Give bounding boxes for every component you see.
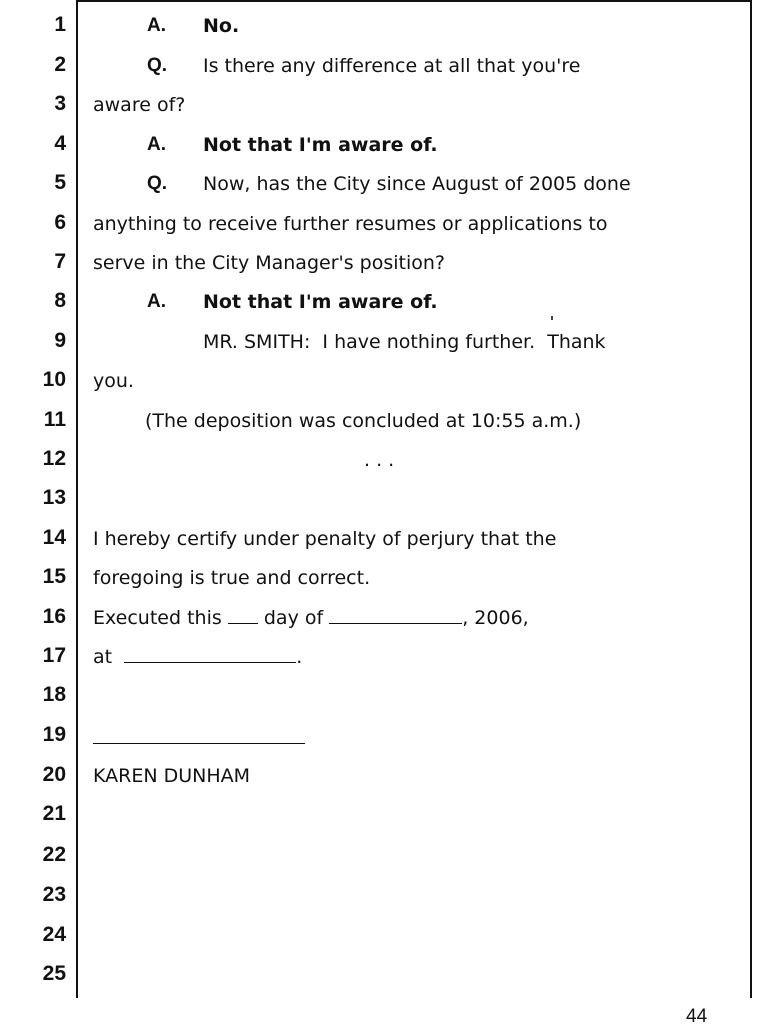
- answer-text: Not that I'm aware of.: [203, 291, 438, 313]
- line-number: 10: [42, 368, 66, 391]
- question-text-continued: serve in the City Manager's position?: [93, 252, 446, 274]
- line-number: 12: [42, 447, 66, 470]
- line-number: 6: [54, 211, 66, 234]
- question-text: Is there any difference at all that you're: [203, 55, 581, 77]
- line-number: 18: [42, 683, 66, 706]
- answer-text: No.: [203, 15, 240, 37]
- question-text-continued: aware of?: [93, 94, 186, 116]
- location-blank[interactable]: [124, 645, 296, 663]
- location-line: [93, 645, 302, 669]
- line-number: 19: [42, 723, 66, 746]
- executed-line: [93, 606, 529, 630]
- line-number: 16: [42, 605, 66, 628]
- line-number: 17: [42, 644, 66, 667]
- answer-label: A.: [147, 15, 166, 36]
- line-number: 23: [42, 883, 66, 906]
- line-number: 20: [42, 763, 66, 786]
- colloquy-text: MR. SMITH: I have nothing further. Thank: [203, 331, 606, 353]
- question-text-continued: anything to receive further resumes or applications to: [93, 213, 608, 235]
- line-number: 3: [54, 92, 66, 115]
- question-label: Q.: [147, 173, 168, 194]
- line-number: 2: [54, 53, 66, 76]
- line-number: 1: [54, 13, 66, 36]
- certification-text-continued: foregoing is true and correct.: [93, 567, 371, 589]
- month-blank[interactable]: [329, 606, 462, 624]
- location-period: .: [296, 646, 303, 668]
- line-number: 11: [43, 408, 66, 431]
- answer-label: A.: [147, 291, 166, 312]
- colloquy-text-continued: you.: [93, 370, 134, 392]
- line-number: 13: [42, 486, 66, 509]
- line-number: 7: [54, 250, 66, 273]
- line-number: 9: [54, 329, 66, 352]
- line-number: 24: [42, 923, 66, 946]
- line-number: 14: [42, 526, 66, 549]
- conclusion-parenthetical: (The deposition was concluded at 10:55 a.m.): [145, 410, 582, 432]
- question-text: Now, has the City since August of 2005 done: [203, 173, 631, 195]
- page-number: 44: [686, 1006, 708, 1027]
- day-blank[interactable]: [228, 606, 258, 624]
- line-number: 25: [42, 962, 66, 985]
- line-number: 15: [42, 565, 66, 588]
- line-number: 22: [42, 843, 66, 866]
- answer-text: Not that I'm aware of.: [203, 134, 438, 156]
- signature-line[interactable]: [93, 743, 305, 744]
- line-number: 5: [54, 171, 66, 194]
- line-number: 21: [42, 802, 66, 825]
- answer-label: A.: [147, 134, 166, 155]
- day-of-label: day of: [263, 607, 324, 629]
- year-label: , 2006,: [462, 607, 529, 629]
- line-number: 8: [54, 289, 66, 312]
- ellipsis-separator: . . .: [364, 449, 395, 471]
- at-label: at: [93, 646, 113, 668]
- question-label: Q.: [147, 55, 168, 76]
- signatory-name: KAREN DUNHAM: [93, 765, 251, 787]
- executed-label: Executed this: [93, 607, 222, 629]
- certification-text: I hereby certify under penalty of perjury that the: [93, 528, 557, 550]
- line-number: 4: [54, 132, 66, 155]
- scan-mark: [551, 316, 553, 320]
